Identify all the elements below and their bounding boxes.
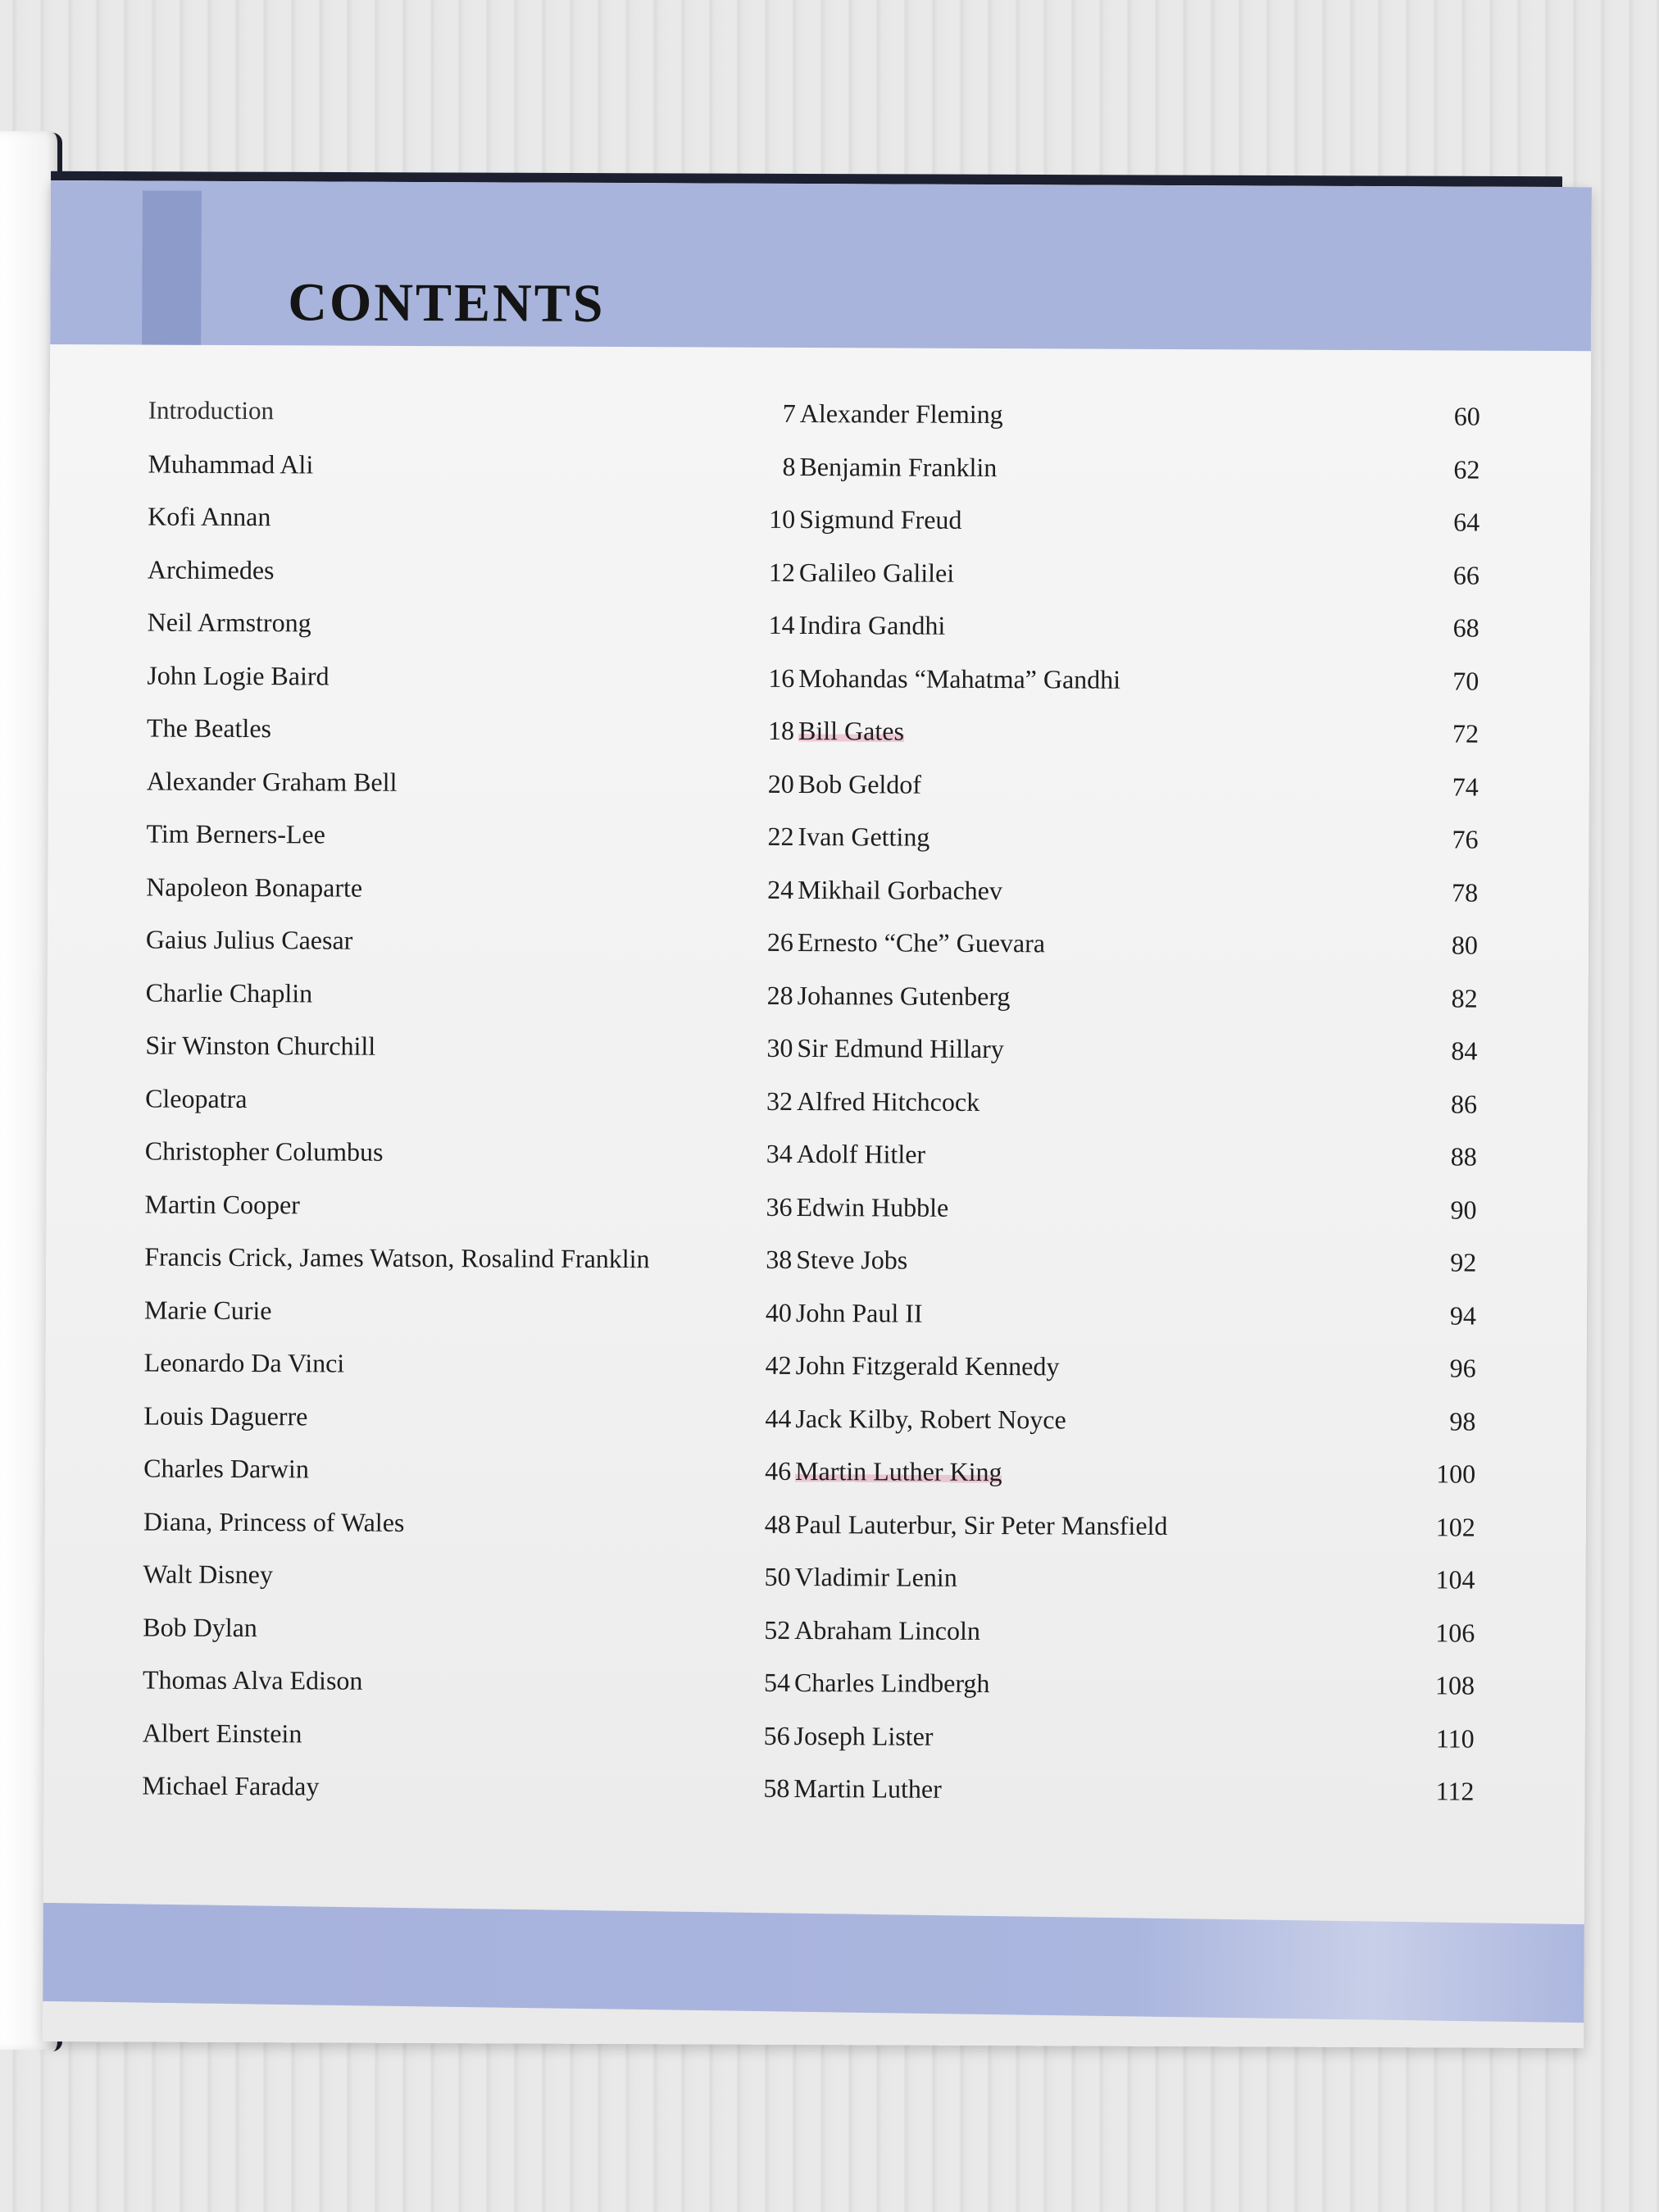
toc-entry — [146, 925, 793, 981]
toc-entry-page-number: 32 — [766, 1086, 793, 1116]
toc-entry-page-number: 10 — [769, 503, 796, 534]
toc-entry-title: Abraham Lincoln — [794, 1614, 980, 1645]
toc-entry-page-number: 40 — [765, 1297, 793, 1327]
toc-entry-page-number: 98 — [1449, 1405, 1476, 1436]
toc-entry-page-number: 102 — [1435, 1511, 1475, 1542]
toc-entry-title: Martin Luther — [793, 1773, 942, 1804]
toc-entry-title: Thomas Alva Edison — [142, 1664, 363, 1695]
toc-entry-page-number: 50 — [764, 1561, 791, 1591]
toc-entry — [144, 1295, 792, 1350]
toc-entry — [143, 1454, 791, 1509]
header-band-stripe — [142, 190, 202, 344]
toc-entry-title: Alexander Fleming — [799, 398, 1003, 430]
toc-entry-page-number: 34 — [766, 1138, 793, 1168]
toc-entry — [145, 1083, 793, 1139]
toc-entry — [800, 398, 1480, 454]
toc-entry — [799, 557, 1479, 612]
toc-entry-page-number: 82 — [1451, 982, 1478, 1013]
toc-entry-page-number: 38 — [766, 1244, 793, 1274]
toc-entry — [143, 1506, 791, 1562]
toc-entry-page-number: 106 — [1435, 1617, 1475, 1648]
toc-entry — [794, 1562, 1475, 1618]
toc-entry-page-number: 18 — [768, 715, 795, 745]
toc-entry-title: Tim Berners-Lee — [146, 818, 325, 849]
toc-entry — [798, 610, 1479, 666]
toc-entry — [795, 1456, 1475, 1512]
toc-column-right — [793, 398, 1480, 1829]
toc-entry-page-number: 42 — [765, 1350, 792, 1380]
toc-entry-title: Martin Luther King — [795, 1455, 1002, 1487]
toc-entry-title: Neil Armstrong — [147, 607, 311, 638]
toc-entry-title: Christopher Columbus — [144, 1136, 384, 1167]
toc-entry-page-number: 8 — [782, 451, 796, 481]
toc-entry-title: Edwin Hubble — [796, 1191, 949, 1222]
toc-entry-title: Muhammad Ali — [148, 448, 314, 479]
toc-entry-title: Vladimir Lenin — [794, 1561, 957, 1592]
toc-entry — [793, 1773, 1474, 1829]
toc-entry-page-number: 80 — [1451, 930, 1479, 960]
toc-entry — [798, 822, 1478, 877]
toc-entry-title: Cleopatra — [145, 1083, 248, 1113]
toc-entry-title: Ivan Getting — [798, 821, 930, 852]
toc-entry-title: Indira Gandhi — [798, 609, 946, 640]
toc-entry — [148, 396, 796, 452]
toc-entry-page-number: 54 — [763, 1667, 791, 1697]
toc-entry-page-number: 104 — [1435, 1564, 1475, 1595]
toc-entry — [798, 662, 1479, 718]
page-title: CONTENTS — [288, 272, 606, 334]
toc-column-left — [142, 396, 796, 1827]
toc-entry — [142, 1771, 789, 1827]
toc-entry-title: Steve Jobs — [796, 1244, 908, 1275]
toc-entry — [148, 502, 795, 558]
toc-entry-title: Joseph Lister — [793, 1720, 934, 1751]
toc-entry-page-number: 92 — [1450, 1247, 1477, 1277]
header-band — [50, 180, 1592, 351]
toc-entry-page-number: 48 — [764, 1509, 791, 1539]
toc-entry-title: Walt Disney — [143, 1559, 273, 1590]
toc-entry-title: Galileo Galilei — [798, 557, 955, 588]
toc-entry-title: Sir Edmund Hillary — [797, 1032, 1004, 1064]
toc-entry-page-number: 46 — [765, 1455, 792, 1486]
toc-entry — [796, 1191, 1476, 1247]
toc-entry — [796, 1350, 1476, 1406]
toc-entry-title: Sigmund Freud — [799, 503, 962, 535]
toc-entry-page-number: 88 — [1450, 1141, 1477, 1172]
toc-entry-page-number: 58 — [763, 1773, 790, 1803]
toc-entry-title: Albert Einstein — [142, 1718, 302, 1748]
toc-entry-title: Charlie Chaplin — [145, 977, 313, 1008]
toc-entry-page-number: 60 — [1453, 401, 1480, 431]
toc-entry — [798, 874, 1478, 930]
toc-entry — [794, 1614, 1475, 1670]
toc-entry-title: Alfred Hitchcock — [797, 1086, 980, 1117]
toc-entry — [143, 1559, 790, 1615]
toc-entry-page-number: 24 — [767, 874, 794, 904]
toc-entry-title: Jack Kilby, Robert Noyce — [795, 1403, 1066, 1434]
toc-entry — [799, 451, 1479, 507]
toc-entry-page-number: 22 — [767, 821, 794, 851]
toc-entry-title: Ernesto “Che” Guevara — [797, 926, 1046, 958]
toc-entry-page-number: 36 — [766, 1191, 793, 1222]
toc-entry-page-number: 30 — [766, 1032, 793, 1063]
toc-entry-page-number: 14 — [768, 609, 795, 639]
toc-entry-page-number: 20 — [767, 768, 794, 799]
toc-entry — [798, 927, 1478, 983]
toc-entry-title: The Beatles — [147, 712, 272, 744]
toc-entry-title: Bob Dylan — [143, 1612, 257, 1642]
toc-entry-title: Marie Curie — [143, 1295, 272, 1325]
toc-entry — [143, 1718, 790, 1773]
toc-entry-page-number: 68 — [1452, 612, 1479, 643]
contents-page — [43, 180, 1592, 2048]
toc-entry — [144, 1189, 792, 1245]
toc-entry-title: Benjamin Franklin — [799, 451, 998, 482]
toc-entry-page-number: 86 — [1451, 1088, 1478, 1119]
toc-entry-page-number: 56 — [763, 1720, 790, 1750]
toc-entry-page-number: 7 — [782, 398, 796, 428]
toc-entry — [143, 1400, 791, 1456]
toc-entry-page-number: 70 — [1452, 665, 1479, 696]
toc-entry — [797, 1033, 1477, 1089]
toc-entry — [146, 872, 793, 927]
toc-entry-page-number: 100 — [1436, 1459, 1476, 1489]
toc-entry — [143, 1612, 790, 1668]
toc-entry — [144, 1242, 792, 1298]
toc-entry-title: Johannes Gutenberg — [797, 980, 1011, 1011]
toc-entry — [796, 1245, 1476, 1300]
toc-entry-page-number: 28 — [766, 980, 793, 1010]
toc-entry-page-number: 52 — [764, 1614, 791, 1645]
toc-entry-title: Paul Lauterbur, Sir Peter Mansfield — [794, 1509, 1168, 1541]
toc-entry-title: John Paul II — [795, 1297, 923, 1328]
toc-entry — [147, 608, 794, 663]
toc-entry-title: Martin Cooper — [144, 1189, 300, 1219]
toc-entry-title: Leonardo Da Vinci — [143, 1347, 345, 1378]
toc-entry — [148, 448, 795, 504]
toc-entry — [144, 1348, 792, 1404]
toc-entry — [797, 1086, 1477, 1141]
toc-entry-page-number: 16 — [768, 662, 795, 693]
toc-entry-page-number: 74 — [1452, 771, 1479, 802]
toc-entry-page-number: 110 — [1435, 1723, 1475, 1754]
toc-entry-title: Kofi Annan — [148, 501, 271, 532]
toc-entry-title: Introduction — [148, 395, 275, 426]
toc-entry — [145, 1136, 793, 1192]
toc-entry-page-number: 108 — [1434, 1670, 1475, 1700]
toc-entry-page-number: 26 — [766, 926, 794, 957]
toc-entry — [797, 1139, 1477, 1195]
toc-entry-page-number: 12 — [768, 557, 796, 587]
toc-entry — [148, 554, 795, 610]
toc-entry — [799, 504, 1479, 560]
toc-entry-page-number: 66 — [1452, 559, 1479, 590]
toc-entry-page-number: 94 — [1449, 1299, 1477, 1331]
toc-entry-title: Diana, Princess of Wales — [143, 1506, 405, 1537]
toc-entry-title: Mohandas “Mahatma” Gandhi — [798, 662, 1121, 694]
toc-entry-page-number: 62 — [1453, 453, 1480, 485]
toc-entry-page-number: 112 — [1435, 1776, 1475, 1806]
toc-entry-title: Gaius Julius Caesar — [145, 924, 353, 955]
toc-entry-page-number: 96 — [1449, 1353, 1476, 1383]
toc-entry-title: Charles Lindbergh — [793, 1667, 990, 1699]
toc-entry-title: Bill Gates — [798, 715, 905, 746]
toc-entry — [798, 768, 1479, 824]
toc-entry — [795, 1509, 1475, 1564]
toc-entry-page-number: 64 — [1453, 507, 1480, 537]
toc-entry — [797, 980, 1477, 1035]
toc-entry-page-number: 76 — [1452, 824, 1479, 854]
toc-entry — [794, 1668, 1475, 1723]
toc-entry — [147, 660, 794, 716]
toc-entry-title: Mikhail Gorbachev — [798, 874, 1003, 905]
toc-entry-title: Bob Geldof — [798, 768, 922, 799]
toc-entry-title: Archimedes — [147, 554, 275, 585]
footer-band — [43, 1903, 1592, 2023]
toc-entry — [146, 819, 793, 875]
toc-entry — [796, 1297, 1476, 1353]
toc-entry-title: Charles Darwin — [143, 1453, 309, 1484]
toc-entry-title: Louis Daguerre — [143, 1400, 308, 1431]
toc-entry-title: Michael Faraday — [142, 1770, 320, 1801]
toc-entry — [798, 716, 1479, 771]
toc-entry — [147, 713, 794, 769]
toc-entry-page-number: 72 — [1452, 718, 1479, 749]
toc-entry-page-number: 44 — [765, 1403, 792, 1433]
toc-entry-page-number: 78 — [1452, 876, 1479, 908]
toc-entry-title: Napoleon Bonaparte — [146, 872, 363, 903]
toc-entry — [147, 766, 794, 822]
toc-entry — [145, 977, 793, 1033]
toc-entry-page-number: 90 — [1450, 1194, 1477, 1225]
toc-entry — [145, 1031, 793, 1086]
toc-entry-title: John Fitzgerald Kennedy — [795, 1350, 1060, 1381]
toc-entry-title: Sir Winston Churchill — [145, 1030, 376, 1061]
toc-entry-title: Francis Crick, James Watson, Rosalind Franklin — [144, 1241, 650, 1274]
toc-entry-page-number: 84 — [1451, 1035, 1478, 1066]
toc-entry — [794, 1720, 1475, 1776]
toc-entry-title: Adolf Hitler — [796, 1138, 926, 1169]
toc-entry — [795, 1403, 1475, 1459]
toc-entry-title: John Logie Baird — [147, 660, 330, 690]
toc-entry-title: Alexander Graham Bell — [146, 766, 398, 797]
toc-entry — [143, 1665, 790, 1721]
